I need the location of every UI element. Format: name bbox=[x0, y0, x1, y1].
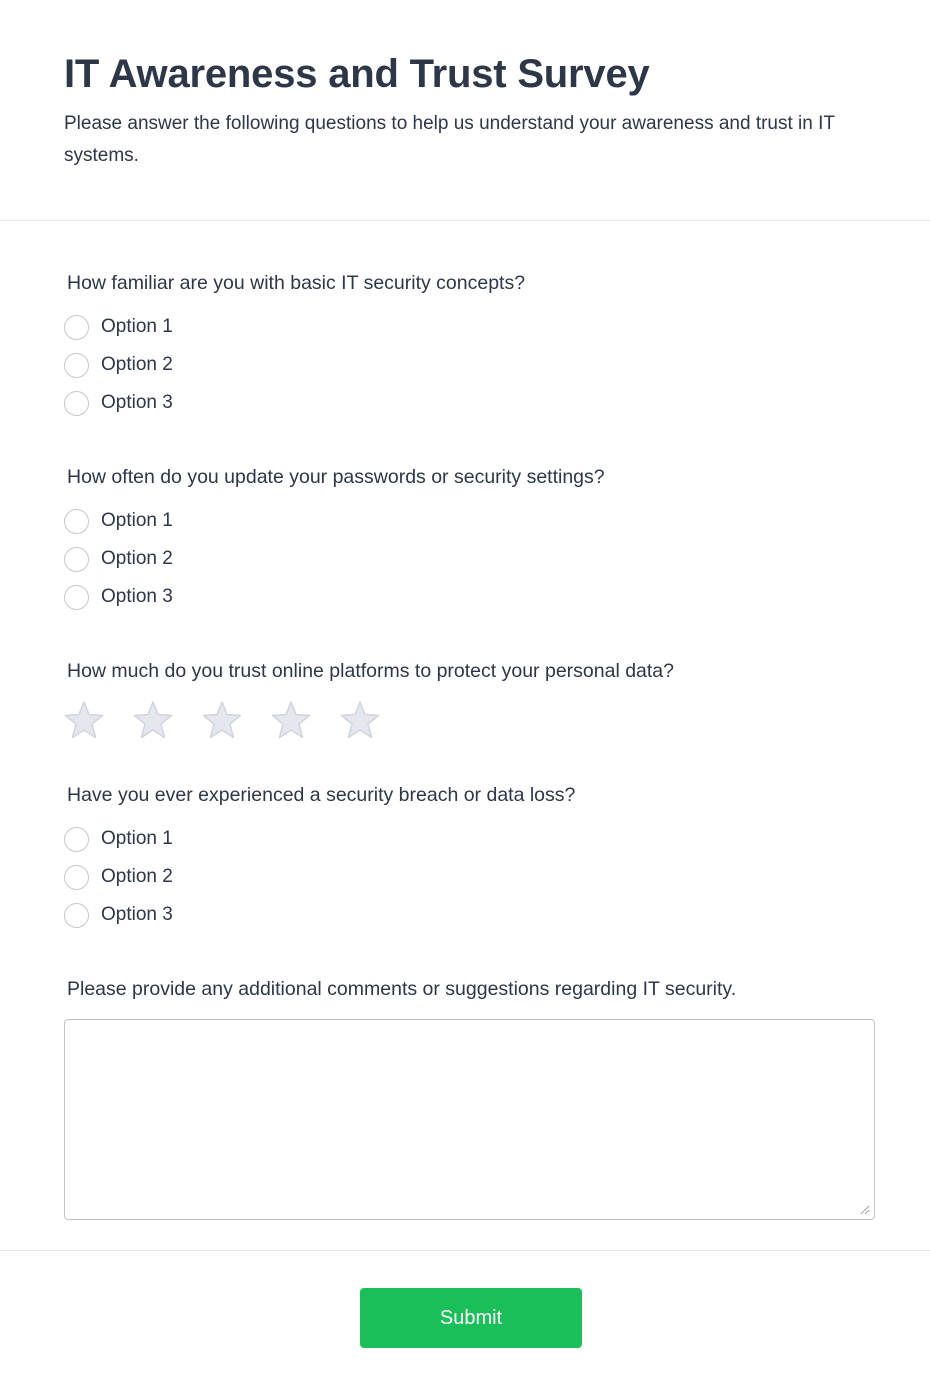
radio-circle-icon[interactable] bbox=[64, 315, 89, 340]
question-2-label: How often do you update your passwords or security settings? bbox=[67, 466, 605, 488]
comments-textarea[interactable] bbox=[64, 1019, 875, 1220]
q2-option-1[interactable] bbox=[64, 508, 173, 534]
survey-header bbox=[0, 0, 930, 221]
q4-option-3[interactable] bbox=[64, 902, 173, 928]
radio-circle-icon[interactable] bbox=[64, 353, 89, 378]
option-label: Option 2 bbox=[101, 866, 173, 887]
question-1-label: How familiar are you with basic IT security concepts? bbox=[67, 272, 526, 294]
q1-option-1[interactable] bbox=[64, 314, 173, 340]
star-icon[interactable] bbox=[202, 700, 242, 740]
q2-option-3[interactable] bbox=[64, 584, 173, 610]
star-icon[interactable] bbox=[64, 700, 104, 740]
option-label: Option 1 bbox=[101, 316, 173, 337]
radio-circle-icon[interactable] bbox=[64, 585, 89, 610]
radio-circle-icon[interactable] bbox=[64, 391, 89, 416]
option-label: Option 1 bbox=[101, 510, 173, 531]
question-3-label: How much do you trust online platforms to protect your personal data? bbox=[67, 660, 674, 682]
star-icon[interactable] bbox=[133, 700, 173, 740]
star-icon[interactable] bbox=[271, 700, 311, 740]
option-label: Option 2 bbox=[101, 354, 173, 375]
radio-circle-icon[interactable] bbox=[64, 865, 89, 890]
q4-option-1[interactable] bbox=[64, 826, 173, 852]
option-label: Option 3 bbox=[101, 392, 173, 413]
question-5-label: Please provide any additional comments or suggestions regarding IT security. bbox=[67, 978, 737, 1000]
q2-option-2[interactable] bbox=[64, 546, 173, 572]
page-subtitle: Please answer the following questions to help us understand your awareness and trust in IT systems. bbox=[64, 113, 835, 166]
radio-circle-icon[interactable] bbox=[64, 903, 89, 928]
q4-option-2[interactable] bbox=[64, 864, 173, 890]
option-label: Option 2 bbox=[101, 548, 173, 569]
radio-circle-icon[interactable] bbox=[64, 827, 89, 852]
submit-button[interactable]: Submit bbox=[360, 1288, 582, 1348]
radio-circle-icon[interactable] bbox=[64, 547, 89, 572]
option-label: Option 3 bbox=[101, 586, 173, 607]
resize-handle-icon[interactable] bbox=[858, 1203, 870, 1215]
radio-circle-icon[interactable] bbox=[64, 509, 89, 534]
footer-divider bbox=[0, 1250, 930, 1251]
q1-option-3[interactable] bbox=[64, 390, 173, 416]
page-title: IT Awareness and Trust Survey bbox=[64, 52, 650, 96]
q1-option-2[interactable] bbox=[64, 352, 173, 378]
star-icon[interactable] bbox=[340, 700, 380, 740]
option-label: Option 3 bbox=[101, 904, 173, 925]
question-4-label: Have you ever experienced a security breach or data loss? bbox=[67, 784, 576, 806]
option-label: Option 1 bbox=[101, 828, 173, 849]
